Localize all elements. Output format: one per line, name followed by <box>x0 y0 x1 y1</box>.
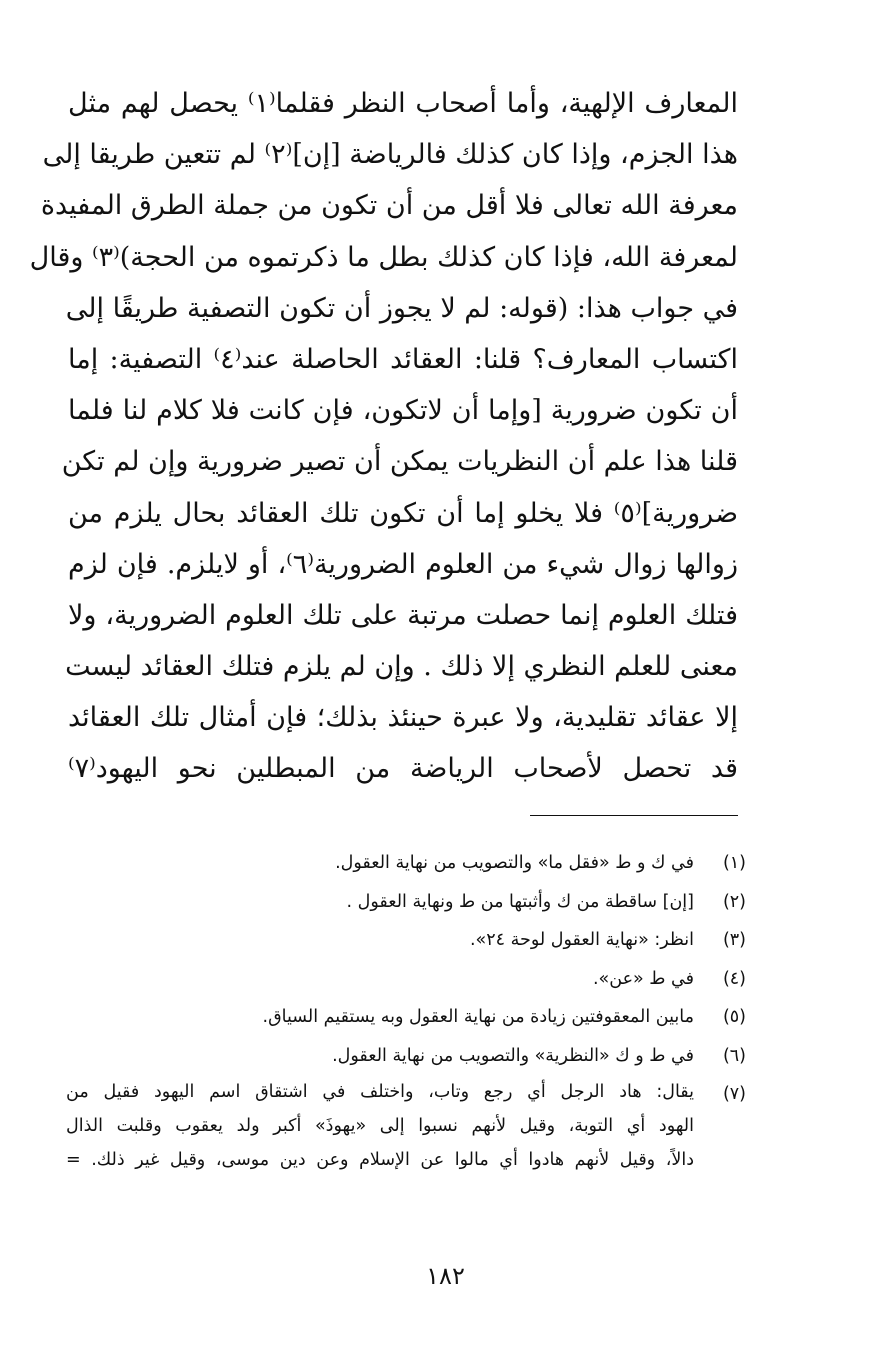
footnote-item <box>66 921 746 960</box>
footnote-item <box>66 844 746 883</box>
footnote-number: (١) <box>722 853 746 873</box>
footnote-item <box>66 998 746 1037</box>
main-text-line: فتلك العلوم إنما حصلت مرتبة على تلك العلوم الضرورية، ولا <box>68 599 738 631</box>
main-text-body <box>29 78 739 795</box>
main-text-line: ضرورية]⁽٥⁾ فلا يخلو إما أن تكون تلك العقائد بحال يلزم من <box>68 497 738 529</box>
main-text-line: زوالها زوال شيء من العلوم الضرورية⁽٦⁾، أو لايلزم. فإن لزم <box>68 548 738 580</box>
main-text-line: معرفة الله تعالى فلا أقل من أن تكون من جملة الطرق المفيدة <box>40 190 738 222</box>
page-number: ١٨٢ <box>426 1262 465 1290</box>
footnote-text: في ط و ك «النظرية» والتصويب من نهاية العقول. <box>332 1045 694 1066</box>
footnote-number: (٤) <box>722 968 746 989</box>
footnote-number: (٢) <box>722 891 746 912</box>
main-text-line: معنى للعلم النظري إلا ذلك . وإن لم يلزم فتلك العقائد ليست <box>65 651 738 683</box>
main-text-line: في جواب هذا: (قوله: لم لا يجوز أن تكون التصفية طريقًا إلى <box>65 292 738 324</box>
footnote-text-line: الهود أي التوبة، وقيل لأنهم نسبوا إلى «يهوذَ» أكبر ولد يعقوب وقلبت الذال <box>66 1116 694 1136</box>
footnote-text: مابين المعقوفتين زيادة من نهاية العقول وبه يستقيم السياق. <box>262 1007 694 1027</box>
main-text-line: أن تكون ضرورية [وإما أن لاتكون، فإن كانت فلا كلام لنا فلما <box>68 395 738 427</box>
main-text-line: لمعرفة الله، فإذا كان كذلك بطل ما ذكرتموه من الحجة)⁽٣⁾ وقال <box>29 241 738 273</box>
footnote-text-line: يقال: هاد الرجل أي رجع وتاب، واختلف في اشتقاق اسم اليهود فقيل من <box>66 1082 694 1102</box>
main-text-line: اكتساب المعارف؟ قلنا: العقائد الحاصلة عند⁽٤⁾ التصفية: إما <box>68 343 738 375</box>
footnote-separator <box>530 815 738 816</box>
main-text-line: إلا عقائد تقليدية، ولا عبرة حينئذ بذلك؛ فإن أمثال تلك العقائد <box>68 702 738 734</box>
footnote-text: في ط «عن». <box>592 968 694 989</box>
footnote-text-line: دالاً، وقيل لأنهم هادوا أي مالوا عن الإسلام وعن دين موسى، وقيل غير ذلك. = <box>66 1150 694 1170</box>
footnote-text: في ك و ط «فقل ما» والتصويب من نهاية العقول. <box>335 853 694 873</box>
main-text-line: هذا الجزم، وإذا كان كذلك فالرياضة [إن]⁽٢⁾ لم تتعين طريقا إلى <box>42 139 738 171</box>
footnote-number: (٥) <box>722 1007 746 1027</box>
footnote-text: [إن] ساقطة من ك وأثبتها من ط ونهاية العقول . <box>346 891 694 912</box>
main-text-line: قلنا هذا علم أن النظريات يمكن أن تصير ضرورية وإن لم تكن <box>61 446 738 478</box>
footnote-number: (٦) <box>722 1045 746 1066</box>
footnote-item <box>66 883 746 922</box>
main-text-line: المعارف الإلهية، وأما أصحاب النظر فقلما⁽١⁾ يحصل لهم مثل <box>68 88 739 119</box>
footnote-item <box>66 960 746 999</box>
footnote-number: (٧) <box>722 1084 746 1104</box>
main-text-line: قد تحصل لأصحاب الرياضة من المبطلين نحو اليهود⁽٧⁾ <box>68 753 738 785</box>
footnote-number: (٣) <box>722 930 746 950</box>
footnote-text <box>66 1075 694 1177</box>
footnote-item <box>66 1037 746 1076</box>
footnotes <box>66 844 746 1177</box>
footnote-text: انظر: «نهاية العقول لوحة ٢٤». <box>469 930 694 950</box>
footnote-item <box>66 1075 746 1177</box>
